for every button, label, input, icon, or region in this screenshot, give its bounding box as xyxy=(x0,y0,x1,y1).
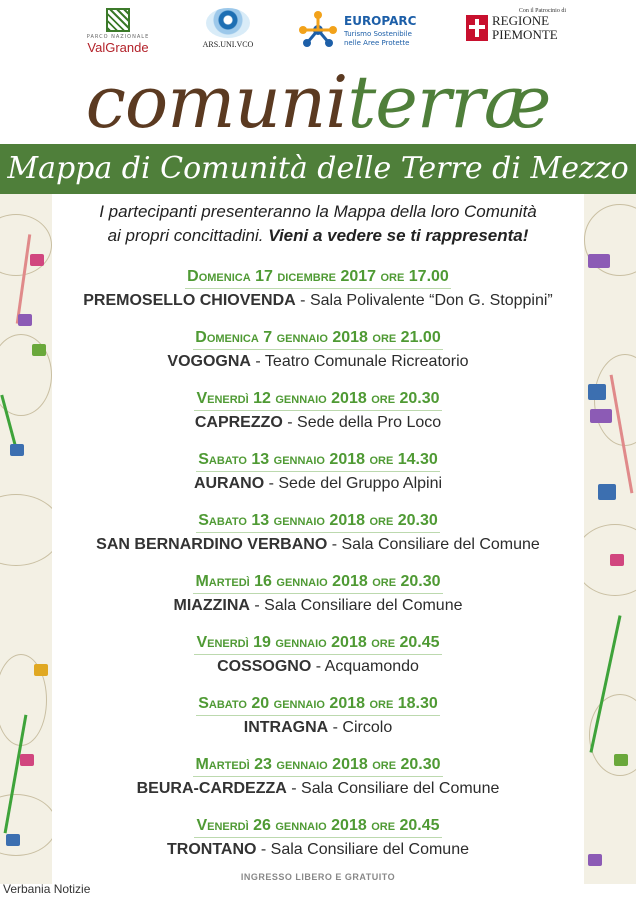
event-town: COSSOGNO xyxy=(217,658,312,675)
event-place: PREMOSELLO CHIOVENDA - Sala Polivalente “Don G. Stoppini” xyxy=(83,292,553,309)
event-venue: Sala Consiliare del Comune xyxy=(270,841,469,858)
ars-name: ARS.UNI.VCO xyxy=(202,40,254,49)
ars-logo xyxy=(198,8,258,49)
event-item xyxy=(52,388,584,435)
subtitle-bar xyxy=(0,144,636,194)
title-part-brown: comuni xyxy=(85,60,348,144)
logo-row xyxy=(0,0,636,62)
event-item xyxy=(52,754,584,801)
event-venue: Circolo xyxy=(342,719,393,736)
event-date: Venerdì 12 gennaio 2018 ore 20.30 xyxy=(194,388,441,411)
event-town: AURANO xyxy=(193,475,265,492)
event-item xyxy=(52,632,584,679)
map-strip-right xyxy=(584,194,636,884)
event-item xyxy=(52,571,584,618)
event-date: Sabato 20 gennaio 2018 ore 18.30 xyxy=(196,693,440,716)
map-strip-left xyxy=(0,194,52,884)
europarc-tagline-2: nelle Aree Protette xyxy=(344,39,410,47)
source-credit: Verbania Notizie xyxy=(3,882,91,896)
event-place: MIAZZINA - Sala Consiliare del Comune xyxy=(173,597,463,614)
event-content xyxy=(52,194,584,884)
event-place: COSSOGNO - Acquamondo xyxy=(217,658,419,675)
event-venue: Sede della Pro Loco xyxy=(297,414,442,431)
event-date: Domenica 17 dicembre 2017 ore 17.00 xyxy=(185,266,451,289)
europarc-tagline-1: Turismo Sostenibile xyxy=(344,30,412,38)
europarc-name: EUROPARC xyxy=(344,14,417,28)
event-venue: Sala Consiliare del Comune xyxy=(264,597,463,614)
water-drop-icon xyxy=(206,8,250,38)
event-town: MIAZZINA xyxy=(173,597,250,614)
event-town: SAN BERNARDINO VERBANO xyxy=(96,536,328,553)
event-place: AURANO - Sede del Gruppo Alpini xyxy=(193,475,443,492)
piemonte-shield-icon xyxy=(466,15,488,41)
intro-line-1: I partecipanti presenteranno la Mappa della loro Comunità xyxy=(99,202,537,221)
event-town: TRONTANO xyxy=(166,841,257,858)
event-venue: Sala Consiliare del Comune xyxy=(301,780,500,797)
event-town: INTRAGNA xyxy=(243,719,329,736)
piemonte-name-2: PIEMONTE xyxy=(492,27,558,42)
event-date: Sabato 13 gennaio 2018 ore 14.30 xyxy=(196,449,440,472)
title-part-green: terræ xyxy=(347,60,551,144)
title-area xyxy=(0,62,636,142)
event-place: SAN BERNARDINO VERBANO - Sala Consiliare del Comune xyxy=(96,536,540,553)
event-place: INTRAGNA - Circolo xyxy=(243,719,393,736)
event-date: Martedì 23 gennaio 2018 ore 20.30 xyxy=(193,754,442,777)
piemonte-logo xyxy=(466,8,570,42)
main-title xyxy=(0,62,636,142)
event-venue: Acquamondo xyxy=(324,658,419,675)
event-date: Venerdì 19 gennaio 2018 ore 20.45 xyxy=(194,632,441,655)
event-item xyxy=(52,449,584,496)
event-venue: Teatro Comunale Ricreatorio xyxy=(264,353,469,370)
event-item xyxy=(52,327,584,374)
event-date: Martedì 16 gennaio 2018 ore 20.30 xyxy=(193,571,442,594)
event-place: TRONTANO - Sala Consiliare del Comune xyxy=(166,841,469,858)
europarc-tagline xyxy=(344,30,412,48)
intro-call-to-action: Vieni a vedere se ti rappresenta! xyxy=(268,226,529,245)
free-entry-note: INGRESSO LIBERO E GRATUITO xyxy=(240,872,396,882)
valgrande-mark-icon xyxy=(106,8,130,32)
event-town: VOGOGNA xyxy=(167,353,251,370)
event-date: Venerdì 26 gennaio 2018 ore 20.45 xyxy=(194,815,441,838)
event-venue: Sala Polivalente “Don G. Stoppini” xyxy=(309,292,553,309)
valgrande-small-text: PARCO NAZIONALE xyxy=(86,34,150,40)
intro-text xyxy=(52,200,584,248)
event-town: CAPREZZO xyxy=(194,414,283,431)
valgrande-logo xyxy=(78,8,158,55)
valgrande-name: ValGrande xyxy=(87,40,149,55)
event-item xyxy=(52,266,584,313)
event-item xyxy=(52,693,584,740)
intro-line-2: ai propri concittadini. xyxy=(107,226,264,245)
event-date: Sabato 13 gennaio 2018 ore 20.30 xyxy=(196,510,440,533)
event-item xyxy=(52,815,584,862)
event-place: BEURA-CARDEZZA - Sala Consiliare del Comune xyxy=(136,780,500,797)
patrocinio-text: Con il Patrocinio di xyxy=(518,8,566,14)
europarc-star-icon xyxy=(298,10,338,50)
subtitle: Mappa di Comunità delle Terre di Mezzo xyxy=(7,151,629,186)
event-place: CAPREZZO - Sede della Pro Loco xyxy=(194,414,442,431)
event-venue: Sala Consiliare del Comune xyxy=(341,536,540,553)
event-place: VOGOGNA - Teatro Comunale Ricreatorio xyxy=(167,353,469,370)
piemonte-name-1: REGIONE xyxy=(492,13,550,28)
event-item xyxy=(52,510,584,557)
event-town: PREMOSELLO CHIOVENDA xyxy=(83,292,296,309)
event-town: BEURA-CARDEZZA xyxy=(136,780,287,797)
event-venue: Sede del Gruppo Alpini xyxy=(278,475,443,492)
event-date: Domenica 7 gennaio 2018 ore 21.00 xyxy=(193,327,442,350)
piemonte-name xyxy=(492,14,558,42)
